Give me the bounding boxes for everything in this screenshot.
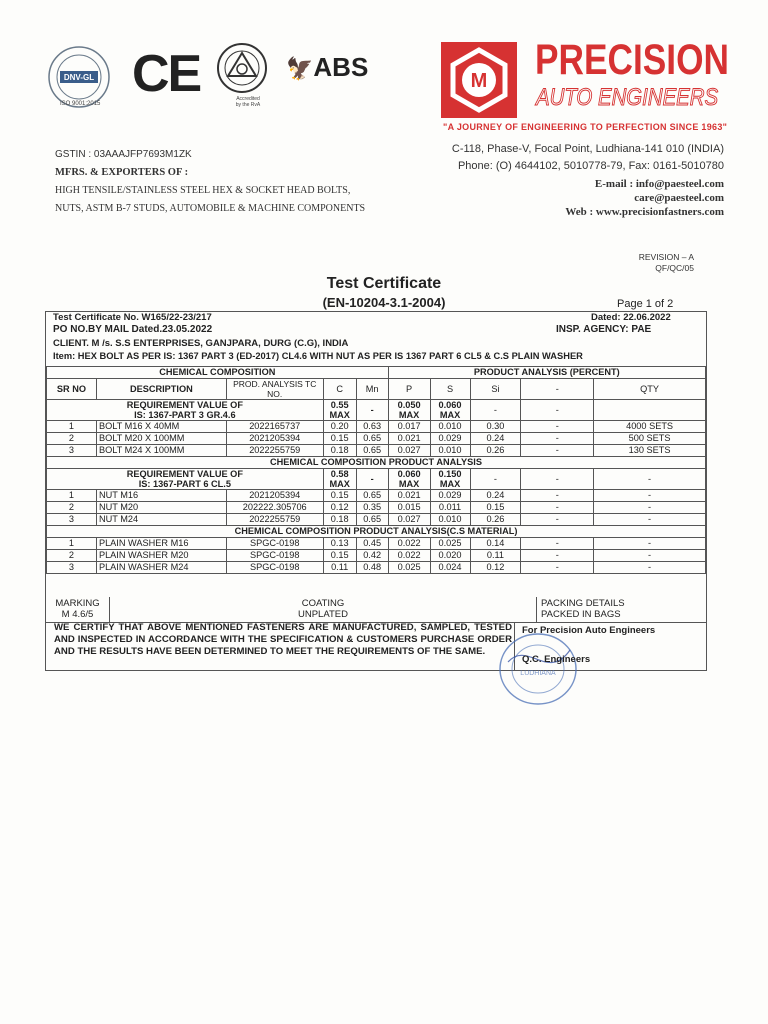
washer-c: 0.15 <box>323 550 356 562</box>
header-description: DESCRIPTION <box>96 379 226 400</box>
bolt-qty: 4000 SETS <box>594 421 706 433</box>
washer-description: PLAIN WASHER M16 <box>96 538 226 550</box>
mfrs-label: MFRS. & EXPORTERS OF : <box>55 167 189 178</box>
bolt-sr-no: 2 <box>47 433 97 445</box>
page-number: Page 1 of 2 <box>617 298 674 310</box>
nut-sr-no: 2 <box>47 502 97 514</box>
washer-c: 0.13 <box>323 538 356 550</box>
bolt-req-mn: - <box>356 400 388 421</box>
svg-text:DNV-GL: DNV-GL <box>63 73 95 82</box>
marking-cell <box>46 597 110 622</box>
bolt-req-line-2: IS: 1367-PART 3 GR.4.6 <box>134 410 236 420</box>
nut-req-line-2: IS: 1367-PART 6 CL.5 <box>138 479 231 489</box>
bolt-tc-no: 2022255759 <box>226 445 323 457</box>
washer-p: 0.022 <box>388 538 430 550</box>
footer-info-row <box>46 597 706 623</box>
bolt-mn: 0.65 <box>356 433 388 445</box>
bolt-qty: 130 SETS <box>594 445 706 457</box>
header-si: Si <box>470 379 521 400</box>
nut-si: 0.15 <box>470 502 521 514</box>
bolt-req-label <box>47 400 324 421</box>
header-s: S <box>430 379 470 400</box>
nut-req-c <box>323 469 356 490</box>
nut-req-p-val: 0.060 <box>397 469 421 479</box>
nut-mn: 0.35 <box>356 502 388 514</box>
nut-req-s-val: 0.150 <box>438 469 462 479</box>
bolt-qty: 500 SETS <box>594 433 706 445</box>
bolt-req-dash: - <box>521 400 594 421</box>
bolt-p: 0.021 <box>388 433 430 445</box>
bolt-si: 0.30 <box>470 421 521 433</box>
nut-tc-no: 2022255759 <box>226 514 323 526</box>
washer-sr-no: 2 <box>47 550 97 562</box>
bolt-req-p-val: 0.050 <box>397 400 421 410</box>
coating-cell <box>110 597 536 622</box>
bolt-req-c <box>323 400 356 421</box>
packing-label: PACKING DETAILS <box>541 598 625 609</box>
svg-text:LUDHIANA: LUDHIANA <box>520 670 556 677</box>
bolt-s: 0.010 <box>430 421 470 433</box>
company-seal-stamp <box>498 632 578 706</box>
bolt-req-p <box>388 400 430 421</box>
packing-value: PACKED IN BAGS <box>541 609 621 620</box>
company-email-1: E-mail : info@paesteel.com <box>594 178 724 190</box>
washer-row <box>47 550 706 562</box>
table-header-row <box>47 379 706 400</box>
nut-req-c-val: 0.58 <box>330 469 349 479</box>
company-phone: Phone: (O) 4644102, 5010778-79, Fax: 0161-5010780 <box>457 160 724 172</box>
packing-cell <box>536 597 706 622</box>
coating-label: COATING <box>301 598 345 609</box>
section-product-analysis: PRODUCT ANALYSIS (PERCENT) <box>388 367 705 379</box>
revision-form-no: QF/QC/05 <box>655 263 694 273</box>
nut-qty: - <box>594 514 706 526</box>
rva-caption-2: by the RvA <box>235 102 261 108</box>
header-sr-no: SR NO <box>47 379 97 400</box>
washer-qty: - <box>594 538 706 550</box>
washer-dash: - <box>521 550 594 562</box>
washer-row <box>47 562 706 574</box>
nut-req-si: - <box>470 469 521 490</box>
washer-description: PLAIN WASHER M24 <box>96 562 226 574</box>
bolt-description: BOLT M20 X 100MM <box>96 433 226 445</box>
nut-dash: - <box>521 514 594 526</box>
company-tagline: "A JOURNEY OF ENGINEERING TO PERFECTION SINCE 1963" <box>443 122 728 132</box>
bolt-sr-no: 1 <box>47 421 97 433</box>
washers-body <box>47 538 706 574</box>
iso-caption: ISO 9001:2015 <box>60 101 101 107</box>
company-address: C-118, Phase-V, Focal Point, Ludhiana-141 010 (INDIA) <box>451 143 724 155</box>
certificate-number: Test Certificate No. W165/22-23/217 <box>53 312 212 323</box>
certificate-title: Test Certificate <box>326 275 442 292</box>
bolt-row <box>47 433 706 445</box>
washer-dash: - <box>521 538 594 550</box>
nut-c: 0.18 <box>323 514 356 526</box>
client-line: CLIENT. M /s. S.S ENTERPRISES, GANJPARA, DURG (C.G), INDIA <box>53 338 349 349</box>
bolt-req-c-val: 0.55 <box>330 400 349 410</box>
bolt-dash: - <box>521 433 594 445</box>
nut-req-qty: - <box>594 469 706 490</box>
header-tc-no: PROD. ANALYSIS TC NO. <box>226 379 323 400</box>
bolts-body <box>47 421 706 457</box>
nut-p: 0.021 <box>388 490 430 502</box>
precision-m-logo <box>441 42 517 118</box>
bolt-req-line-1: REQUIREMENT VALUE OF <box>126 400 243 410</box>
bolt-dash: - <box>521 421 594 433</box>
bolt-tc-no: 2022165737 <box>226 421 323 433</box>
company-subname: AUTO ENGINEERS <box>536 84 719 111</box>
nut-req-line-1: REQUIREMENT VALUE OF <box>126 469 243 479</box>
washer-si: 0.14 <box>470 538 521 550</box>
bolt-req-s-val: 0.060 <box>438 400 462 410</box>
nut-req-mn: - <box>356 469 388 490</box>
po-number: PO NO.BY MAIL Dated.23.05.2022 <box>53 324 213 335</box>
products-line-2: NUTS, ASTM B-7 STUDS, AUTOMOBILE & MACHINE COMPONENTS <box>55 203 366 214</box>
ce-mark-logo: CE <box>132 45 201 103</box>
washer-mn: 0.48 <box>356 562 388 574</box>
bolt-tc-no: 2021205394 <box>226 433 323 445</box>
bolt-p: 0.027 <box>388 445 430 457</box>
abs-logo <box>286 52 368 83</box>
washer-sr-no: 1 <box>47 538 97 550</box>
washer-tc-no: SPGC-0198 <box>226 562 323 574</box>
nut-tc-no: 2021205394 <box>226 490 323 502</box>
bolt-description: BOLT M16 X 40MM <box>96 421 226 433</box>
bolt-s: 0.029 <box>430 433 470 445</box>
washer-qty: - <box>594 550 706 562</box>
abs-label: ABS <box>313 52 369 82</box>
nut-row <box>47 502 706 514</box>
bolt-row <box>47 445 706 457</box>
nut-mn: 0.65 <box>356 514 388 526</box>
rva-caption-1: Accredited <box>236 96 260 102</box>
bolt-sr-no: 3 <box>47 445 97 457</box>
revision-label: REVISION – A <box>638 252 694 262</box>
nut-qty: - <box>594 502 706 514</box>
company-email-2: care@paesteel.com <box>634 192 724 204</box>
section-washer-analysis: CHEMICAL COMPOSITION PRODUCT ANALYSIS(C.S MATERIAL) <box>47 526 706 538</box>
bolt-dash: - <box>521 445 594 457</box>
nut-req-p-max: MAX <box>398 479 420 489</box>
washer-s: 0.020 <box>430 550 470 562</box>
certificate-standard: (EN-10204-3.1-2004) <box>322 295 446 310</box>
bolt-req-si: - <box>470 400 521 421</box>
rva-accreditation-logo <box>216 42 268 94</box>
header-qty: QTY <box>594 379 706 400</box>
bolt-c: 0.15 <box>323 433 356 445</box>
item-line: Item: HEX BOLT AS PER IS: 1367 PART 3 (ED-2017) CL4.6 WITH NUT AS PER IS 1367 PART 6 CL5 & C.S PLAIN WASHER <box>53 351 583 361</box>
washer-si: 0.11 <box>470 550 521 562</box>
gstin: GSTIN : 03AAAJFP7693M1ZK <box>55 149 192 160</box>
nut-row <box>47 490 706 502</box>
washer-p: 0.025 <box>388 562 430 574</box>
certificate-date: Dated: 22.06.2022 <box>591 312 671 323</box>
header-dash: - <box>521 379 594 400</box>
products-line-1: HIGH TENSILE/STAINLESS STEEL HEX & SOCKET HEAD BOLTS, <box>55 185 351 196</box>
washer-description: PLAIN WASHER M20 <box>96 550 226 562</box>
nut-s: 0.029 <box>430 490 470 502</box>
nut-c: 0.12 <box>323 502 356 514</box>
nut-row <box>47 514 706 526</box>
nut-qty: - <box>594 490 706 502</box>
bolt-si: 0.26 <box>470 445 521 457</box>
bolt-p: 0.017 <box>388 421 430 433</box>
bolt-s: 0.010 <box>430 445 470 457</box>
nut-req-c-max: MAX <box>329 479 350 489</box>
bolt-description: BOLT M24 X 100MM <box>96 445 226 457</box>
company-name: PRECISION <box>535 36 729 84</box>
washer-sr-no: 3 <box>47 562 97 574</box>
nut-req-p <box>388 469 430 490</box>
bolt-req-s-max: MAX <box>439 410 461 420</box>
marking-value: M 4.6/5 <box>61 609 94 620</box>
washer-tc-no: SPGC-0198 <box>226 550 323 562</box>
washer-c: 0.11 <box>323 562 356 574</box>
section-chemical-composition: CHEMICAL COMPOSITION <box>47 367 389 379</box>
nut-tc-no: 202222.305706 <box>226 502 323 514</box>
nut-si: 0.24 <box>470 490 521 502</box>
nut-s: 0.011 <box>430 502 470 514</box>
washer-s: 0.024 <box>430 562 470 574</box>
nut-dash: - <box>521 490 594 502</box>
bolt-c: 0.18 <box>323 445 356 457</box>
bolt-req-s <box>430 400 470 421</box>
bolt-requirement-row <box>47 400 706 421</box>
nuts-body <box>47 490 706 526</box>
washer-si: 0.12 <box>470 562 521 574</box>
washer-p: 0.022 <box>388 550 430 562</box>
section-nut-analysis: CHEMICAL COMPOSITION PRODUCT ANALYSIS <box>47 457 706 469</box>
nut-dash: - <box>521 502 594 514</box>
rva-caption <box>228 96 268 108</box>
inspection-agency: INSP. AGENCY: PAE <box>556 324 652 335</box>
nut-req-s <box>430 469 470 490</box>
qc-engineers-label: Q.C. Engineers <box>522 654 591 665</box>
bolt-si: 0.24 <box>470 433 521 445</box>
washer-row <box>47 538 706 550</box>
bolt-req-p-max: MAX <box>398 410 420 420</box>
nut-description: NUT M20 <box>96 502 226 514</box>
certification-statement: WE CERTIFY THAT ABOVE MENTIONED FASTENERS ARE MANUFACTURED, SAMPLED, TESTED AND INSPECTED IN ACCORDANCE WITH THE SPECIFICATION & CUSTOMERS PURCHASE ORDER AND THE RESULTS HAVE BEEN DETERMINED TO MEET THE REQUIREMENTS OF THE SAME. <box>54 622 512 657</box>
washer-s: 0.025 <box>430 538 470 550</box>
nut-req-s-max: MAX <box>439 479 461 489</box>
nut-c: 0.15 <box>323 490 356 502</box>
nut-s: 0.010 <box>430 514 470 526</box>
bolt-mn: 0.65 <box>356 445 388 457</box>
bolt-row <box>47 421 706 433</box>
svg-text:M: M <box>470 70 488 92</box>
eagle-icon: 🦅 <box>286 56 314 81</box>
washer-qty: - <box>594 562 706 574</box>
nut-req-dash: - <box>521 469 594 490</box>
nut-description: NUT M24 <box>96 514 226 526</box>
nut-req-label <box>47 469 324 490</box>
nut-description: NUT M16 <box>96 490 226 502</box>
header-p: P <box>388 379 430 400</box>
nut-p: 0.015 <box>388 502 430 514</box>
bolt-req-qty <box>594 400 706 421</box>
header-c: C <box>323 379 356 400</box>
bolt-c: 0.20 <box>323 421 356 433</box>
header-mn: Mn <box>356 379 388 400</box>
nut-mn: 0.65 <box>356 490 388 502</box>
nut-sr-no: 1 <box>47 490 97 502</box>
chemical-composition-table <box>46 366 706 574</box>
bolt-req-c-max: MAX <box>329 410 350 420</box>
company-website: Web : www.precisionfastners.com <box>565 206 724 218</box>
nut-p: 0.027 <box>388 514 430 526</box>
nut-requirement-row <box>47 469 706 490</box>
washer-mn: 0.45 <box>356 538 388 550</box>
coating-value: UNPLATED <box>298 609 348 620</box>
nut-si: 0.26 <box>470 514 521 526</box>
washer-tc-no: SPGC-0198 <box>226 538 323 550</box>
washer-dash: - <box>521 562 594 574</box>
marking-label: MARKING <box>55 598 100 609</box>
nut-sr-no: 3 <box>47 514 97 526</box>
washer-mn: 0.42 <box>356 550 388 562</box>
bolt-mn: 0.63 <box>356 421 388 433</box>
for-company-label: For Precision Auto Engineers <box>522 625 656 636</box>
